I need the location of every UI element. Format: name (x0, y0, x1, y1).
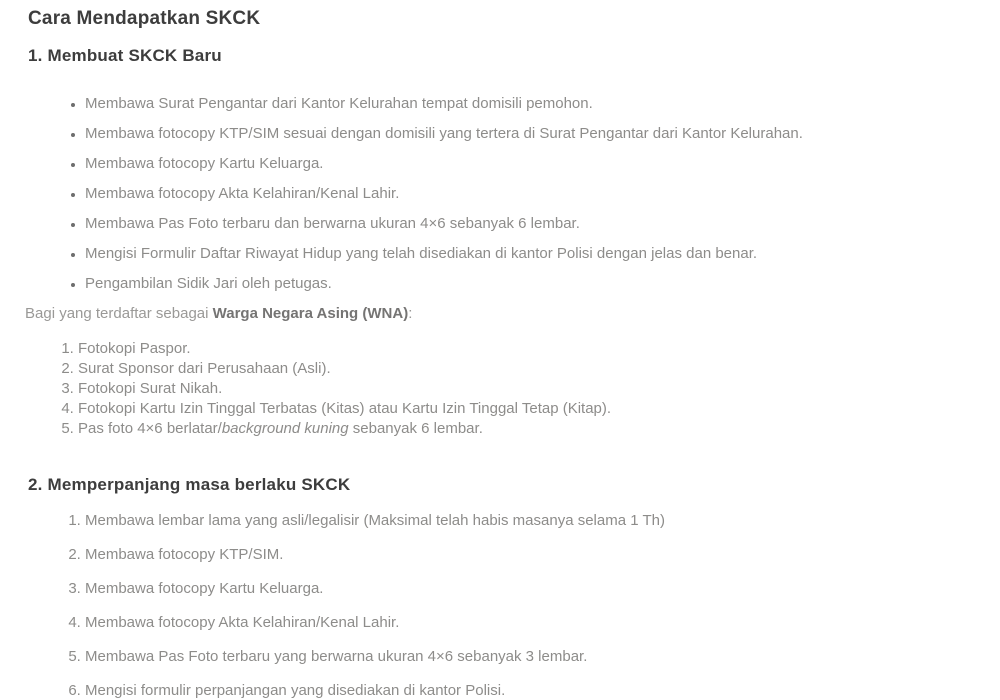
wna-intro-bold: Warga Negara Asing (WNA) (212, 305, 409, 322)
wna-intro-suffix: : (408, 305, 413, 322)
section1-heading: 1. Membuat SKCK Baru (28, 46, 222, 65)
list-item-italic: background kuning (221, 420, 349, 437)
renewal-requirements-list (28, 511, 970, 700)
list-item: 6. Mengisi formulir perpanjangan yang disediakan di kantor Polisi. (85, 681, 970, 700)
list-item: • Membawa Pas Foto terbaru dan berwarna ukuran 4×6 sebanyak 6 lembar. (85, 214, 970, 233)
list-item: • Membawa fotocopy Kartu Keluarga. (85, 154, 970, 173)
list-item: 1. Fotokopi Paspor. (78, 339, 970, 359)
list-item: 3. Fotokopi Surat Nikah. (78, 379, 970, 399)
wna-requirements-list (28, 339, 970, 439)
list-item: 4. Membawa fotocopy Akta Kelahiran/Kenal Lahir. (85, 613, 970, 632)
page-title: Cara Mendapatkan SKCK (28, 8, 261, 29)
list-item: • Membawa Surat Pengantar dari Kantor Kelurahan tempat domisili pemohon. (85, 94, 970, 113)
section2-heading: 2. Memperpanjang masa berlaku SKCK (28, 475, 351, 494)
list-item: 2. Membawa fotocopy KTP/SIM. (85, 545, 970, 564)
list-item: • Membawa fotocopy KTP/SIM sesuai dengan domisili yang tertera di Surat Pengantar dari Kantor Kelurahan. (85, 124, 970, 143)
list-item: • Membawa fotocopy Akta Kelahiran/Kenal Lahir. (85, 184, 970, 203)
list-item: 3. Membawa fotocopy Kartu Keluarga. (85, 579, 970, 598)
new-skck-requirements-list (28, 94, 970, 293)
list-item: • Mengisi Formulir Daftar Riwayat Hidup yang telah disediakan di kantor Polisi dengan jelas dan benar. (85, 244, 970, 263)
wna-intro (25, 304, 970, 323)
list-item-suffix: sebanyak 6 lembar. (348, 420, 483, 437)
list-item-prefix: Pas foto 4×6 berlatar/ (78, 420, 222, 437)
list-item: 1. Membawa lembar lama yang asli/legalisir (Maksimal telah habis masanya selama 1 Th) (85, 511, 970, 530)
list-item: 5. Membawa Pas Foto terbaru yang berwarna ukuran 4×6 sebanyak 3 lembar. (85, 647, 970, 666)
list-item: • Pengambilan Sidik Jari oleh petugas. (85, 274, 970, 293)
list-item: 4. Fotokopi Kartu Izin Tinggal Terbatas (Kitas) atau Kartu Izin Tinggal Tetap (Kitap). (78, 399, 970, 419)
list-item: 2. Surat Sponsor dari Perusahaan (Asli). (78, 359, 970, 379)
list-item (78, 419, 970, 439)
wna-intro-prefix: Bagi yang terdaftar sebagai (25, 305, 213, 322)
